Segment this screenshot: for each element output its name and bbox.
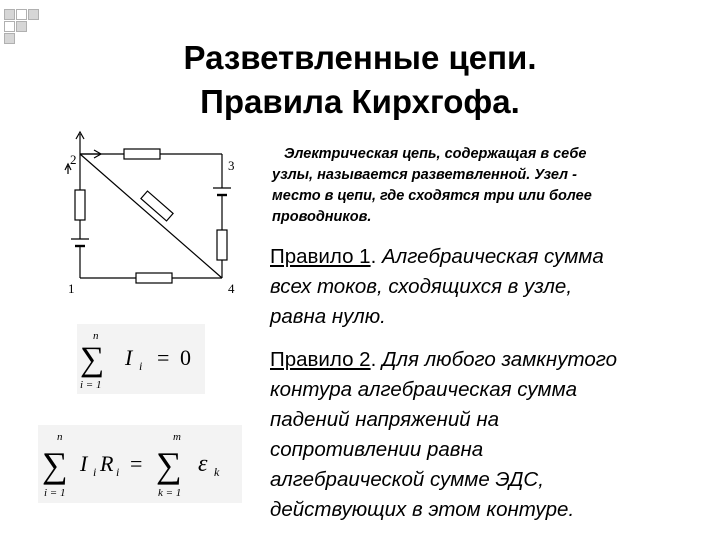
definition-text xyxy=(272,144,692,228)
rule-2-text xyxy=(270,345,700,525)
decor-square xyxy=(4,21,15,32)
svg-text:R: R xyxy=(100,451,114,476)
rule-2-line: падений напряжений на xyxy=(270,408,500,431)
svg-text:I: I xyxy=(80,451,88,476)
svg-text:i = 1: i = 1 xyxy=(44,487,66,499)
svg-text:ε: ε xyxy=(198,451,208,477)
title-line-1: Разветвленные цепи. xyxy=(183,39,537,76)
rule-2-line: сопротивлении равна xyxy=(270,438,484,461)
svg-text:=: = xyxy=(157,345,170,370)
rule-1-text xyxy=(270,242,700,332)
rule-2-line: действующих в этом контуре. xyxy=(270,498,575,521)
rule-1-punct: . xyxy=(370,245,377,268)
svg-text:I: I xyxy=(125,345,133,370)
resistor-left xyxy=(75,190,85,220)
svg-text:k: k xyxy=(214,465,220,479)
slide-title xyxy=(100,36,620,124)
resistor-right xyxy=(217,230,227,260)
svg-text:=: = xyxy=(130,451,143,476)
resistor-top xyxy=(124,149,160,159)
svg-text:i: i xyxy=(139,359,143,373)
rule-2-label: Правило 2 xyxy=(270,348,371,371)
decor-square xyxy=(16,21,27,32)
node-label-3: 3 xyxy=(228,158,235,173)
svg-text:i: i xyxy=(116,465,120,479)
circuit-diagram xyxy=(48,126,258,298)
svg-text:n: n xyxy=(93,330,99,342)
title-line-2: Правила Кирхгофа. xyxy=(200,83,520,120)
rule-2-line: алгебраической сумме ЭДС, xyxy=(270,468,544,491)
svg-text:∑: ∑ xyxy=(80,341,105,378)
node-label-1: 1 xyxy=(68,281,75,296)
rule-1-line: всех токов, сходящихся в узле, xyxy=(270,275,573,298)
definition-line: узлы, называется разветвленной. Узел - xyxy=(272,167,577,183)
svg-text:i = 1: i = 1 xyxy=(80,379,102,391)
decor-square xyxy=(28,9,39,20)
definition-line: проводников. xyxy=(272,209,372,225)
decor-square xyxy=(16,9,27,20)
rule-1-line: Алгебраическая сумма xyxy=(376,245,604,268)
definition-line: место в цепи, где сходятся три или более xyxy=(272,188,592,204)
rule-1-line: равна нулю. xyxy=(270,305,386,328)
decor-square xyxy=(4,33,15,44)
resistor-bottom xyxy=(136,273,172,283)
formula-current-sum xyxy=(77,324,205,394)
rule-2-line: Для любого замкнутого xyxy=(376,348,617,371)
rule-1-label: Правило 1 xyxy=(270,245,371,268)
svg-text:m: m xyxy=(173,431,181,443)
formula-voltage-sum xyxy=(38,425,242,503)
rule-2-punct: . xyxy=(370,348,377,371)
svg-text:∑: ∑ xyxy=(42,445,68,485)
svg-text:∑: ∑ xyxy=(156,445,182,485)
svg-text:k = 1: k = 1 xyxy=(158,487,182,499)
resistor-diagonal xyxy=(141,191,173,221)
svg-text:i: i xyxy=(93,465,97,479)
rule-2-line: контура алгебраическая сумма xyxy=(270,378,578,401)
definition-line: Электрическая цепь, содержащая в себе xyxy=(284,146,587,162)
node-label-2: 2 xyxy=(70,152,77,167)
svg-text:0: 0 xyxy=(180,345,191,370)
svg-text:n: n xyxy=(57,431,63,443)
node-label-4: 4 xyxy=(228,281,235,296)
decor-square xyxy=(4,9,15,20)
